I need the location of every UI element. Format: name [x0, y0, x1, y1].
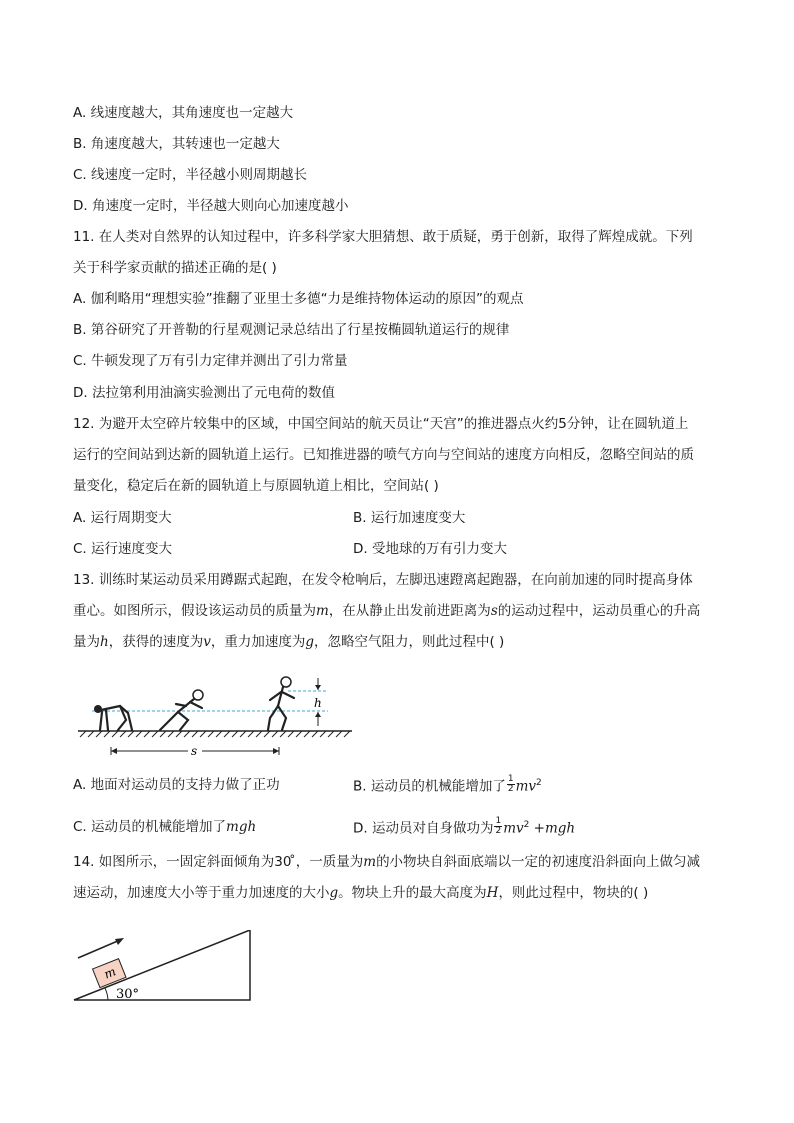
q12-option-a: A. 运行周期变大	[73, 510, 172, 526]
q12-stem-line1: 12. 为避开太空碎片较集中的区域，中国空间站的航天员让“天宫”的推进器点火约5分钟，让在圆轨道上	[73, 416, 689, 432]
incline-figure	[68, 930, 258, 1006]
incline-triangle	[74, 930, 250, 1000]
runner-accelerating	[160, 690, 203, 730]
q12-option-c: C. 运行速度变大	[73, 541, 173, 557]
q11-option-b: B. 第谷研究了开普勒的行星观测记录总结出了行星按椭圆轨道运行的规律	[73, 322, 510, 338]
q10-option-c: C. 线速度一定时，半径越小则周期越长	[73, 167, 308, 183]
velocity-arrow	[78, 940, 120, 958]
q12-stem-line3: 量变化，稳定后在新的圆轨道上与原圆轨道上相比，空间站( )	[73, 478, 439, 494]
q13-option-d: D. 运动员对自身做功为 $\frac{1}{2}$ $mv^2 +mgh$	[353, 816, 576, 837]
fig-mass-label: m	[102, 964, 118, 982]
ground-hatching	[80, 731, 350, 737]
q14-stem-line1: 14. 如图所示，一固定斜面倾角为30 ̊，一质量为m的小物块自斜面底端以一定的初速度沿斜面向上做匀减	[73, 854, 701, 870]
sprinter-figure	[70, 668, 360, 764]
q13-option-b: B. 运动员的机械能增加了 $\frac{1}{2}$ $mv^2$	[353, 774, 542, 795]
q12-option-d: D. 受地球的万有引力变大	[353, 541, 507, 557]
q12-stem-line2: 运行的空间站到达新的圆轨道上运行。已知推进器的喷气方向与空间站的速度方向相反，忽略空间站的质	[73, 447, 694, 463]
q11-option-c: C. 牛顿发现了万有引力定律并测出了引力常量	[73, 353, 348, 369]
q11-option-d: D. 法拉第利用油滴实验测出了元电荷的数值	[73, 385, 335, 401]
q13-option-c: C. 运动员的机械能增加了mgh	[73, 819, 257, 835]
q13-stem-line3: 量为h，获得的速度为v，重力加速度为g，忽略空气阻力，则此过程中( )	[73, 634, 505, 650]
q11-stem-line2: 关于科学家贡献的描述正确的是( )	[73, 260, 277, 276]
runner-crouched	[94, 705, 132, 730]
q13-stem-line2: 重心。如图所示，假设该运动员的质量为m，在从静止出发前进距离为s的运动过程中，运动员重心的升高	[73, 603, 701, 619]
fig-label-s: s	[191, 744, 198, 758]
q10-option-a: A. 线速度越大，其角速度也一定越大	[73, 105, 294, 121]
runner-upright	[268, 677, 294, 730]
q11-stem-line1: 11. 在人类对自然界的认知过程中，许多科学家大胆猜想、敢于质疑，勇于创新，取得了辉煌成就。下列	[73, 229, 693, 245]
q14-stem-line2: 速运动，加速度大小等于重力加速度的大小g。物块上升的最大高度为H，则此过程中，物块的( )	[73, 885, 649, 901]
q12-option-b: B. 运行加速度变大	[353, 510, 466, 526]
fig-label-h: h	[314, 696, 322, 710]
fig-angle-label: 30°	[116, 987, 140, 1002]
q10-option-b: B. 角速度越大，其转速也一定越大	[73, 136, 280, 152]
q13-option-a: A. 地面对运动员的支持力做了正功	[73, 777, 280, 793]
block	[93, 959, 126, 988]
q13-stem-line1: 13. 训练时某运动员采用蹲踞式起跑，在发令枪响后，左脚迅速蹬离起跑器，在向前加速的同时提高身体	[73, 572, 693, 588]
q10-option-d: D. 角速度一定时，半径越大则向心加速度越小	[73, 198, 349, 214]
q11-option-a: A. 伽利略用“理想实验”推翻了亚里士多德“力是维持物体运动的原因”的观点	[73, 291, 524, 307]
